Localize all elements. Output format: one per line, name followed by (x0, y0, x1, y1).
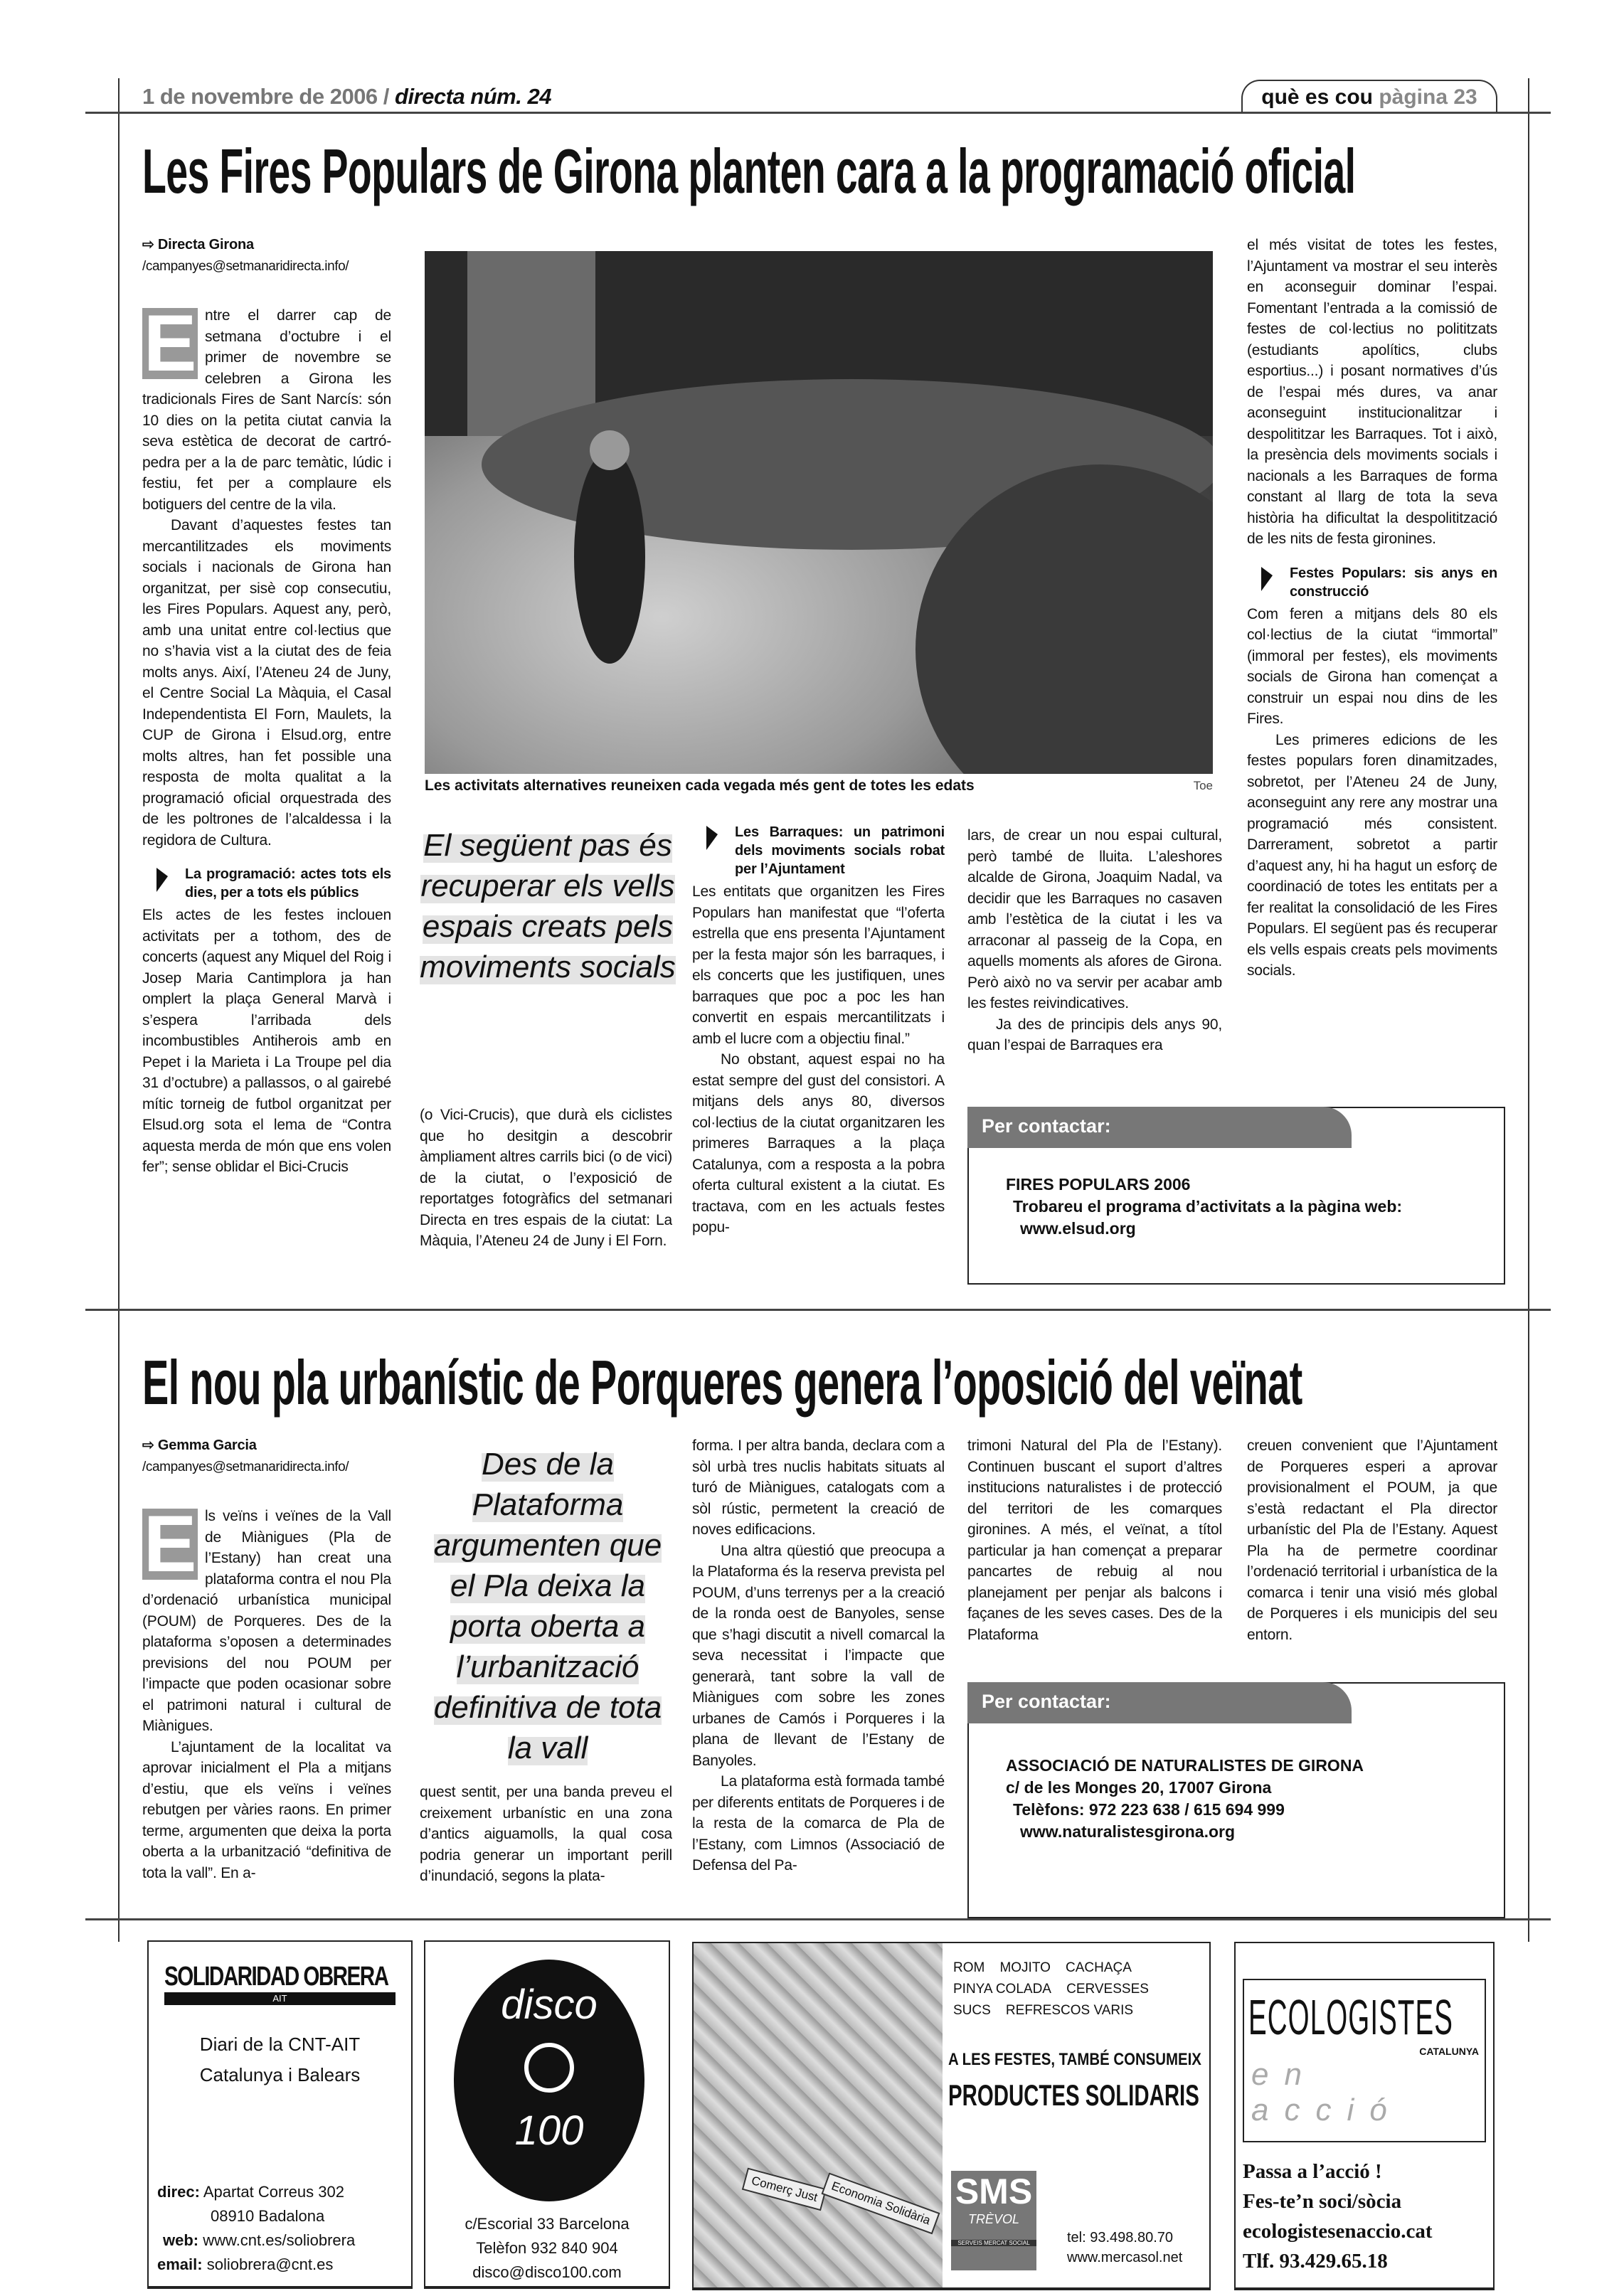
paragraph: ntre el darrer cap de setmana d’octubre i el primer de novembre se celebren a Girona les tradicionals Fires de Sant Narcís: són 10 dies on la petita ciutat canvia la seva estètica de decorat de cartró-pedra per a la de parc temàtic, lúdic i festiu, fet per a complaure els botiguers del centre de la vila. (142, 307, 391, 513)
ad-ecologistes[interactable] (1234, 1942, 1495, 2290)
contact-website-link[interactable]: www.elsud.org (1020, 1219, 1136, 1238)
frame-left-line (118, 1316, 120, 1942)
paragraph: forma. I per altra banda, declara com a sòl urbà tres nuclis habitats situats al turó de Miànigues, catalogats com a sòl rústic, permetent la creació de noves edificacions. (692, 1437, 945, 1538)
article2-col2 (420, 1782, 672, 1917)
issue-number: directa núm. 24 (395, 84, 551, 109)
sms-trevol-logo (951, 2171, 1036, 2270)
photo-crowd-illustration (425, 251, 1213, 774)
ad-text: Fes-te’n soci/sòcia (1243, 2190, 1402, 2213)
contact-line: FIRES POPULARS 2006 (1006, 1175, 1191, 1194)
phone: Tlf. 93.429.65.18 (1243, 2250, 1388, 2273)
contact-label: Per contactar: (967, 1682, 1352, 1723)
article-divider (85, 1918, 1551, 1920)
paragraph: ls veïns i veïnes de la Vall de Miànigues (Pla de l’Estany) han creat una plataforma contra el nou Pla d’ordenació urbanística municipal (POUM) de Porqueres. Des de la plataforma s’oposen a determinades previsions del nou POUM per l’impacte que poden ocasionar sobre el patrimoni natural i cultural de Miànigues. (142, 1508, 391, 1734)
ecologistes-text (1243, 2157, 1433, 2276)
paragraph: (o Vici-Crucis), que durà els ciclistes que ho desitgin a descobrir àmpliament altres carrils bici (o de vici) de la ciutat, o l’exposició de reportatges fotogràfics del setmanari Directa en tres espais de la ciutat: La Màquia, l’Ateneu 24 de Juny i El Forn. (420, 1107, 672, 1249)
contact-line: Telèfons: 972 223 638 / 615 694 999 (1013, 1800, 1285, 1819)
drink: ROM (953, 1960, 985, 1975)
paragraph: trimoni Natural del Pla de l’Estany). Continuen buscant el suport d’altres institucions naturalistes i de protecció del territori de les comarques gironines. A més, el veïnat, a títol particular ja han començat a preparar pancartes de rebuig al nou planejament per penjar als balcons i façanes de les seves cases. Des de la Plataforma (967, 1437, 1222, 1643)
article1-col3 (692, 822, 945, 1291)
contact-label: Per contactar: (967, 1107, 1352, 1148)
web-link[interactable]: ecologistesenaccio.cat (1243, 2220, 1433, 2243)
disco-contact (425, 2212, 669, 2285)
caption-text: Les activitats alternatives reuneixen cada vegada més gent de totes les edats (425, 777, 975, 794)
phone: tel: 93.498.80.70 (1067, 2230, 1174, 2245)
ad-text: Catalunya i Balears (199, 2064, 361, 2085)
pull-quote (420, 825, 676, 987)
drink: CERVESSES (1066, 1982, 1149, 1997)
subheading: La programació: actes tots els dies, per a tots els públics (142, 865, 391, 902)
record-icon (524, 2043, 574, 2093)
paragraph: quest sentit, per una banda preveu el creixement urbanístic en una zona d’antics aiguamolls, la qual cosa podria generar un important perill d’inundació, segons la plata- (420, 1784, 672, 1884)
contact-line: ASSOCIACIÓ DE NATURALISTES DE GIRONA (1006, 1756, 1364, 1775)
article2-col5 (1247, 1435, 1497, 1663)
article2-headline: El nou pla urbanístic de Porqueres genera l’oposició del veïnat (142, 1347, 1302, 1418)
paragraph: La plataforma està formada també per diferents entitats de Porqueres i de la resta de la comarca de Pla de l’Estany, com Limnos (Associació de Defensa del Pa- (692, 1773, 945, 1874)
mercasol-contact (1067, 2228, 1182, 2268)
section-name: què es cou (1261, 85, 1373, 109)
address: 08910 Badalona (211, 2207, 325, 2225)
contact-box (967, 1682, 1505, 1918)
article2-col4 (967, 1435, 1222, 1663)
email-link[interactable]: disco@disco100.com (472, 2263, 622, 2281)
slogan: A LES FESTES, TAMBÉ CONSUMEIX (948, 2050, 1201, 2069)
web-link[interactable]: www.mercasol.net (1067, 2250, 1183, 2265)
paragraph: Davant d’aquestes festes tan mercantilitzades els moviments socials i nacionals de Girona han organitzat, per sisè cop consecutiu, les Fires Populars. Aquest any, però, amb una unitat entre col·lectius que no s’havia vist a la ciutat des de feia molts anys. Així, l’Ateneu 24 de Juny, el Centre Social La Màquia, el Casal Independentista El Forn, Maulets, la CUP de Girona i Elsud.org, entre molts altres, han fet possible una resposta de molta qualitat a la programació oficial orquestrada des de les poltrones de l’alcaldessa i la regidora de Cultura. (142, 517, 391, 849)
logo-text: CATALUNYA (1419, 2046, 1479, 2057)
article1-col1 (142, 235, 391, 1287)
photo-credit: Toe (1193, 779, 1213, 792)
drink: REFRESCOS VARIS (1005, 2003, 1134, 2018)
article1-col5 (1247, 235, 1497, 1095)
logo-text: disco (501, 1982, 598, 2028)
contact-website-link[interactable]: www.naturalistesgirona.org (1020, 1822, 1236, 1841)
paragraph: creuen convenient que l’Ajuntament de Porqueres esperi a aprovar provisionalment el POUM, ja que s’està redactant el Pla director urbanístic del Pla de l’Estany. Aquest Pla ha de permetre coordinar l’ordenació territorial i urbanística de la comarca i tenir una visió més global de Porqueres i els municipis del seu entorn. (1247, 1437, 1497, 1643)
paragraph: lars, de crear un nou espai cultural, però també de lluita. L’aleshores alcalde de Girona, Joaquim Nadal, va decidir que les Barraques no casaven amb l’estètica de la ciutat i les va arraconar al passeig de la Copa, en aquells moments als afores de Girona. Però això no va servir per acabar amb les festes reivindicatives. (967, 827, 1222, 1011)
dropcap: E (143, 1499, 197, 1588)
page-number: pàgina 23 (1379, 85, 1477, 109)
email-link[interactable]: soliobrera@cnt.es (206, 2255, 334, 2273)
ad-solidaridad-obrera[interactable] (147, 1940, 413, 2289)
slogan: PRODUCTES SOLIDARIS (948, 2078, 1199, 2112)
solidaridad-logo-sub: AIT (164, 1992, 396, 2005)
contact-details (1006, 1174, 1402, 1240)
paragraph: el més visitat de totes les festes, l’Ajuntament va mostrar el seu interès en aconseguir dominar l’espai. Fomentant l’entrada a la comissió de festes de col·lectius no polititzats (estudiants apolítics, clubs esportius...) i posant normatives d’ús de l’espai més dures, va anar aconseguint institucionalitzar i despolititzar les Barraques. Tot i això, la presència dels moviments socials i nacionals a les Barraques de forma constant al llarg de tota la seva història ha dificultat la despolitització de les nits de festa gironines. (1247, 237, 1497, 547)
address: c/Escorial 33 Barcelona (465, 2215, 630, 2233)
illustration-sign: Economia Solidària (822, 2172, 940, 2234)
article2-email: /campanyes@setmanaridirecta.info/ (142, 1459, 349, 1474)
fair-trade-illustration (694, 1943, 943, 2290)
pull-quote (420, 1444, 676, 1768)
label: web: (163, 2231, 199, 2249)
article2-col1 (142, 1435, 391, 1919)
paragraph: L’ajuntament de la localitat va aprovar inicialment el Pla a mitjans d’estiu, que els veïns i veïnes rebutgen per vàries raons. En primer terme, argumenten que deixa la porta oberta a la urbanització “definitiva de tota la vall”. En a- (142, 1738, 391, 1881)
frame-right-line (1528, 78, 1529, 1316)
web-link[interactable]: www.cnt.es/soliobrera (203, 2231, 356, 2249)
logo-text: en acció (1251, 2057, 1403, 2127)
paragraph: Ja des de principis dels anys 90, quan l’espai de Barraques era (967, 1016, 1222, 1053)
drinks-list (953, 1957, 1202, 2021)
contact-line: Trobareu el programa d’activitats a la pàgina web: (1013, 1197, 1403, 1216)
phone: Telèfon 932 840 904 (476, 2239, 618, 2257)
article1-col4 (967, 825, 1222, 1095)
drink: PINYA COLADA (953, 1982, 1051, 1997)
article2-author: ⇨ Gemma Garcia (142, 1437, 257, 1453)
label: email: (157, 2255, 203, 2273)
contact-details (1006, 1755, 1364, 1843)
issue-date: 1 de novembre de 2006 / (142, 84, 389, 109)
logo-text: ECOLOGISTES (1248, 1989, 1454, 2045)
drink: CACHAÇA (1066, 1960, 1132, 1975)
pull-quote-text: Des de la Plataforma argumenten que el Pla deixa la porta oberta a l’urbanització definitiva de tota la vall (433, 1447, 662, 1765)
ad-mercasol[interactable] (692, 1942, 1211, 2290)
solidaridad-logo: SOLIDARIDAD OBRERA (164, 1962, 388, 1992)
ad-text: Diari de la CNT-AIT (199, 2034, 361, 2055)
pull-quote-text: El següent pas és recuperar els vells espais creats pels moviments socials (420, 828, 676, 984)
ad-text: Passa a l’acció ! (1243, 2160, 1382, 2183)
article2-col3 (692, 1435, 945, 1919)
illustration-sign: Comerç Just (742, 2168, 827, 2211)
logo-text: SMS (955, 2172, 1033, 2211)
article-divider (85, 1309, 1551, 1311)
logo-text: 100 (514, 2108, 584, 2154)
subheading: Les Barraques: un patrimoni dels moviments socials robat per l’Ajuntament (692, 823, 945, 878)
paragraph: Les primeres edicions de les festes populars foren dinamitzades, sobretot, per l’Ateneu 24 de Juny, aconseguint any rere any mostrar una programació més consistent. Darrerament, sobretot a partir d’aquest any, hi ha hagut un esforç de coordinació de totes les entitats per a fer realitat la consolidació de les Fires Populars. El següent pas és recuperar els vells espais creats pels moviments socials. (1247, 731, 1497, 979)
logo-text: SERVEIS MERCAT SOCIAL (951, 2240, 1036, 2246)
drink: SUCS (953, 2003, 991, 2018)
frame-left-line (118, 78, 120, 1316)
article1-email: /campanyes@setmanaridirecta.info/ (142, 258, 349, 274)
section-tab (1241, 80, 1497, 112)
dropcap: E (143, 299, 197, 388)
paragraph: Com feren a mitjans dels 80 els col·lectius de la ciutat “immortal” (immoral per festes), els moviments socials de Girona han començat a construir un espai nou dins de les Fires. (1247, 605, 1497, 727)
subheading: Festes Populars: sis anys en construcció (1247, 564, 1497, 601)
article1-author: ⇨ Directa Girona (142, 237, 254, 253)
contact-line: c/ de les Monges 20, 17007 Girona (1006, 1778, 1272, 1797)
drink: MOJITO (999, 1960, 1051, 1975)
solidaridad-contact (157, 2180, 355, 2277)
disco-record-logo (454, 1960, 644, 2201)
paragraph: Una altra qüestió que preocupa a la Plataforma és la reserva prevista pel POUM, d’uns terrenys per a la creació de la ronda oest de Banyoles, sense que s’hagi discutit a nivell comarcal la seva necessitat i l’impacte que generarà, tant sobre la vall de Miànigues com sobre les zones urbanes de Camós i Porqueres i la plana de llevant de l’Estany de Banyoles. (692, 1542, 945, 1769)
frame-right-line (1528, 1316, 1529, 1942)
logo-text: TRÈVOL (967, 2212, 1020, 2226)
ecologistes-logo (1243, 1979, 1486, 2142)
contact-box (967, 1107, 1505, 1285)
label: direc: (157, 2183, 200, 2201)
photo-caption (425, 777, 1213, 794)
issue-header (142, 84, 551, 110)
article1-headline: Les Fires Populars de Girona planten cara a la programació oficial (142, 136, 1356, 206)
article1-col2 (420, 1105, 672, 1290)
address: Apartat Correus 302 (203, 2183, 344, 2201)
paragraph: No obstant, aquest espai no ha estat sempre del gust del consistori. A mitjans dels anys 80, diversos col·lectius de la ciutat organitzaren les primeres Barraques a la plaça Catalunya, com a resposta a la pobra oferta cultural existent a la ciutat. Es tractava, com en les actuals festes popu- (692, 1051, 945, 1235)
ad-disco100[interactable] (424, 1940, 670, 2289)
paragraph: Les entitats que organitzen les Fires Populars han manifestat que “l’oferta estrella que ens presenta l’Ajuntament per la festa major són les barraques, i els concerts que les justifiquen, unes barraques que poc a poc les han convertit en espais mercantilitzats i amb el lucre com a objectiu final.” (692, 883, 945, 1047)
paragraph: Els actes de les festes inclouen activitats per a tothom, des de concerts (aquest any Miquel del Roig i Josep Maria Cantimplora ja han omplert la plaça General Marvà i s’espera l’arribada dels incombustibles Antiherois amb en Pepet i la Marieta i La Troupe pel dia 31 d’octubre) a pallassos, o al gairebé mític torneig de futbol organitzat per Elsud.org sota el lema de “Contra aquesta merda de món que ens volen fer”; sense oblidar el Bici-Crucis (142, 907, 391, 1175)
festival-photo (425, 251, 1213, 774)
